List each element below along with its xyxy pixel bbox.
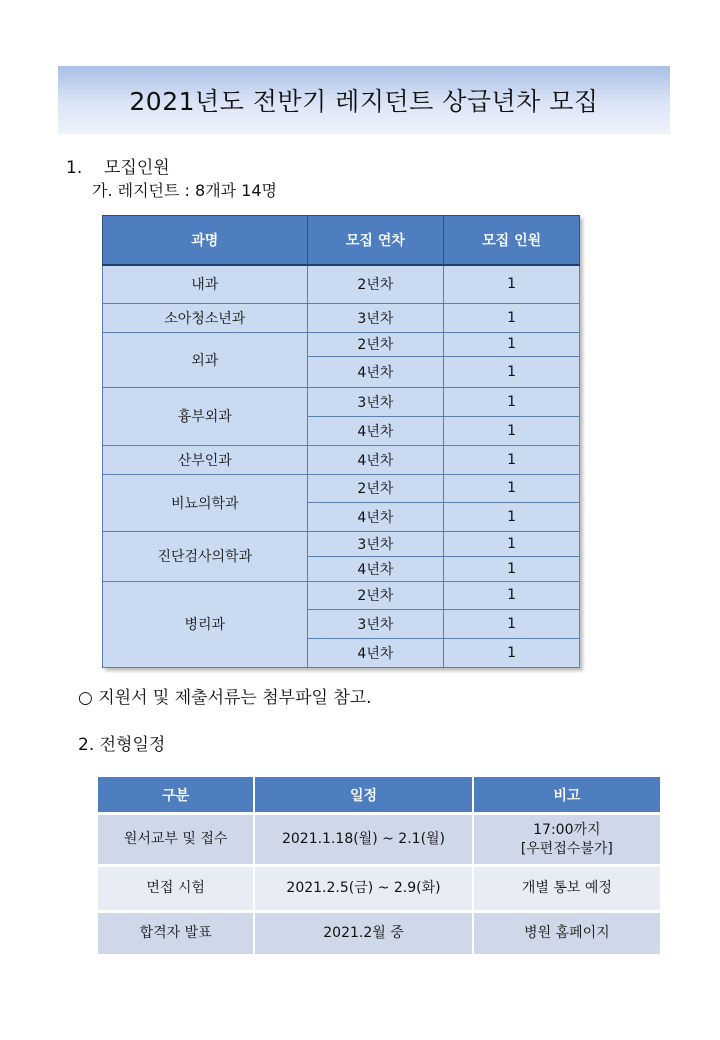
recruit-count: 1 (444, 531, 580, 556)
recruit-year: 3년차 (307, 303, 444, 332)
header-remark: 비고 (473, 777, 661, 814)
recruit-count: 1 (444, 445, 580, 474)
section2-heading: 2. 전형일정 (78, 735, 166, 755)
recruit-year: 4년차 (307, 445, 444, 474)
recruit-count: 1 (444, 387, 580, 416)
schedule-remark (473, 814, 661, 866)
remark-line1: 17:00까지 (533, 821, 601, 838)
header-schedule: 일정 (254, 777, 472, 814)
department-name: 산부인과 (103, 445, 308, 474)
recruit-count: 1 (444, 303, 580, 332)
department-name: 내과 (103, 265, 308, 303)
table-row (103, 531, 580, 556)
recruit-year: 4년차 (307, 638, 444, 667)
table-row (103, 474, 580, 502)
remark-line2: [우편접수불가] (520, 840, 613, 857)
table-row (103, 303, 580, 332)
section1-subheading: 가. 레지던트 : 8개과 14명 (92, 181, 278, 200)
section1-title: 모집인원 (104, 158, 170, 178)
recruit-count: 1 (444, 265, 580, 303)
recruit-table-header (103, 216, 580, 266)
schedule-table-header (97, 777, 661, 814)
recruit-count: 1 (444, 502, 580, 531)
section1-number: 1. (66, 158, 83, 178)
recruit-year: 2년차 (307, 265, 444, 303)
schedule-category: 원서교부 및 접수 (97, 814, 254, 866)
department-name: 외과 (103, 332, 308, 387)
table-row (103, 332, 580, 356)
department-name: 소아청소년과 (103, 303, 308, 332)
schedule-remark: 병원 홈페이지 (473, 912, 661, 956)
recruit-year: 2년차 (307, 332, 444, 356)
recruit-count: 1 (444, 609, 580, 638)
department-name: 진단검사의학과 (103, 531, 308, 581)
table-row (97, 814, 661, 866)
schedule-period: 2021.2월 중 (254, 912, 472, 956)
table-row (103, 445, 580, 474)
schedule-remark: 개별 통보 예정 (473, 866, 661, 912)
table-row (97, 866, 661, 912)
recruit-year: 4년차 (307, 556, 444, 581)
recruit-year: 4년차 (307, 502, 444, 531)
recruit-count: 1 (444, 332, 580, 356)
header-count: 모집 인원 (444, 216, 580, 266)
schedule-period: 2021.1.18(월) ~ 2.1(월) (254, 814, 472, 866)
header-year: 모집 연차 (307, 216, 444, 266)
recruit-year: 3년차 (307, 387, 444, 416)
table-row (103, 387, 580, 416)
section1-heading (66, 153, 170, 178)
recruit-count: 1 (444, 416, 580, 445)
page-title: 2021년도 전반기 레지던트 상급년차 모집 (58, 66, 670, 134)
schedule-category: 면접 시험 (97, 866, 254, 912)
recruit-table (102, 215, 580, 668)
table-row (103, 265, 580, 303)
recruit-year: 2년차 (307, 581, 444, 609)
department-name: 병리과 (103, 581, 308, 667)
recruit-count: 1 (444, 581, 580, 609)
recruit-year: 4년차 (307, 356, 444, 387)
header-category: 구분 (97, 777, 254, 814)
recruit-count: 1 (444, 638, 580, 667)
recruit-count: 1 (444, 474, 580, 502)
recruit-count: 1 (444, 556, 580, 581)
recruit-year: 2년차 (307, 474, 444, 502)
recruit-year: 3년차 (307, 609, 444, 638)
schedule-category: 합격자 발표 (97, 912, 254, 956)
department-name: 흉부외과 (103, 387, 308, 445)
recruit-year: 3년차 (307, 531, 444, 556)
department-name: 비뇨의학과 (103, 474, 308, 531)
schedule-period: 2021.2.5(금) ~ 2.9(화) (254, 866, 472, 912)
header-department: 과명 (103, 216, 308, 266)
table-row (103, 581, 580, 609)
recruit-count: 1 (444, 356, 580, 387)
table-row (97, 912, 661, 956)
attachment-note: ○ 지원서 및 제출서류는 첨부파일 참고. (78, 688, 372, 708)
schedule-table (96, 777, 662, 957)
recruit-year: 4년차 (307, 416, 444, 445)
